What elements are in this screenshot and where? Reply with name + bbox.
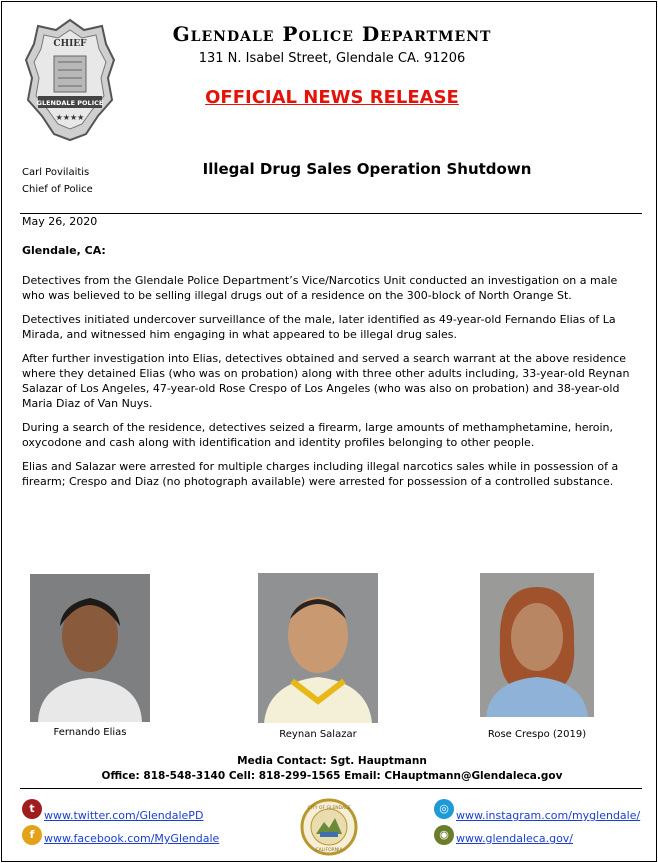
city-seal-icon: [300, 798, 358, 856]
instagram-icon: ◎: [434, 799, 454, 819]
dateline: Glendale, CA:: [22, 244, 106, 257]
footer-divider: [20, 788, 642, 789]
media-contact-details: Office: 818-548-3140 Cell: 818-299-1565 Email: CHauptmann@Glendaleca.gov: [101, 770, 563, 782]
svg-text:CALIFORNIA: CALIFORNIA: [315, 848, 343, 853]
twitter-link[interactable]: www.twitter.com/GlendalePD: [44, 809, 204, 822]
mugshot-caption: Reynan Salazar: [279, 729, 357, 740]
paragraph: Elias and Salazar were arrested for multiple charges including illegal narcotics sales while in possession of a firearm; Crespo and Diaz (no photograph available) were arrested for possession of a controlled substance.: [22, 460, 619, 488]
department-address: 131 N. Isabel Street, Glendale CA. 91206: [198, 51, 466, 66]
website-icon: ◉: [434, 825, 454, 845]
mugshot-photo: [480, 573, 594, 717]
headline: Illegal Drug Sales Operation Shutdown: [202, 160, 532, 178]
svg-text:★★★★: ★★★★: [55, 113, 85, 122]
mugshot-photo: [258, 573, 378, 723]
paragraph: During a search of the residence, detectives seized a firearm, large amounts of methamphetamine, heroin, oxycodone and cash along with identification and identity profiles belonging to other people.: [22, 421, 613, 449]
paragraph: After further investigation into Elias, detectives obtained and served a search warrant at the above residence where they detained Elias (who was on probation) along with three other adults including, 33-year-old Reynan Salazar of Los Angeles, 47-year-old Rose Crespo of Los Angeles (who was also on probation) and 38-year-old Maria Diaz of Van Nuys.: [22, 352, 630, 410]
mugshot-caption: Rose Crespo (2019): [487, 729, 587, 740]
department-name: Glendale Police Department: [172, 22, 492, 46]
chief-title: Chief of Police: [22, 184, 93, 195]
paragraph: Detectives from the Glendale Police Department’s Vice/Narcotics Unit conducted an investigation on a male who was believed to be selling illegal drugs out of a residence on the 300-block of North Orange St.: [22, 274, 618, 302]
svg-text:CHIEF: CHIEF: [53, 39, 87, 49]
release-label: OFFICIAL NEWS RELEASE: [205, 87, 459, 108]
instagram-link[interactable]: www.instagram.com/myglendale/: [456, 809, 641, 822]
website-link[interactable]: www.glendaleca.gov/: [456, 832, 574, 845]
news-release-page: [1, 1, 657, 862]
media-contact: [92, 754, 572, 784]
mugshot-photo: [30, 574, 150, 722]
release-body: [22, 273, 642, 498]
chief-name: Carl Povilaitis: [22, 167, 90, 178]
facebook-link[interactable]: www.facebook.com/MyGlendale: [44, 832, 220, 845]
svg-text:CITY OF GLENDALE: CITY OF GLENDALE: [307, 806, 351, 811]
mugshot-caption: Fernando Elias: [53, 727, 127, 738]
paragraph: Detectives initiated undercover surveillance of the male, later identified as 49-year-old Fernando Elias of La Mirada, and witnessed him engaging in what appeared to be illegal drug sales.: [22, 313, 616, 341]
svg-text:GLENDALE POLICE: GLENDALE POLICE: [36, 99, 104, 107]
media-contact-name: Media Contact: Sgt. Hauptmann: [237, 755, 427, 767]
facebook-icon: f: [22, 825, 42, 845]
release-date: May 26, 2020: [22, 215, 98, 228]
twitter-icon: t: [22, 799, 42, 819]
divider: [20, 213, 642, 214]
police-badge-icon: [24, 16, 116, 144]
